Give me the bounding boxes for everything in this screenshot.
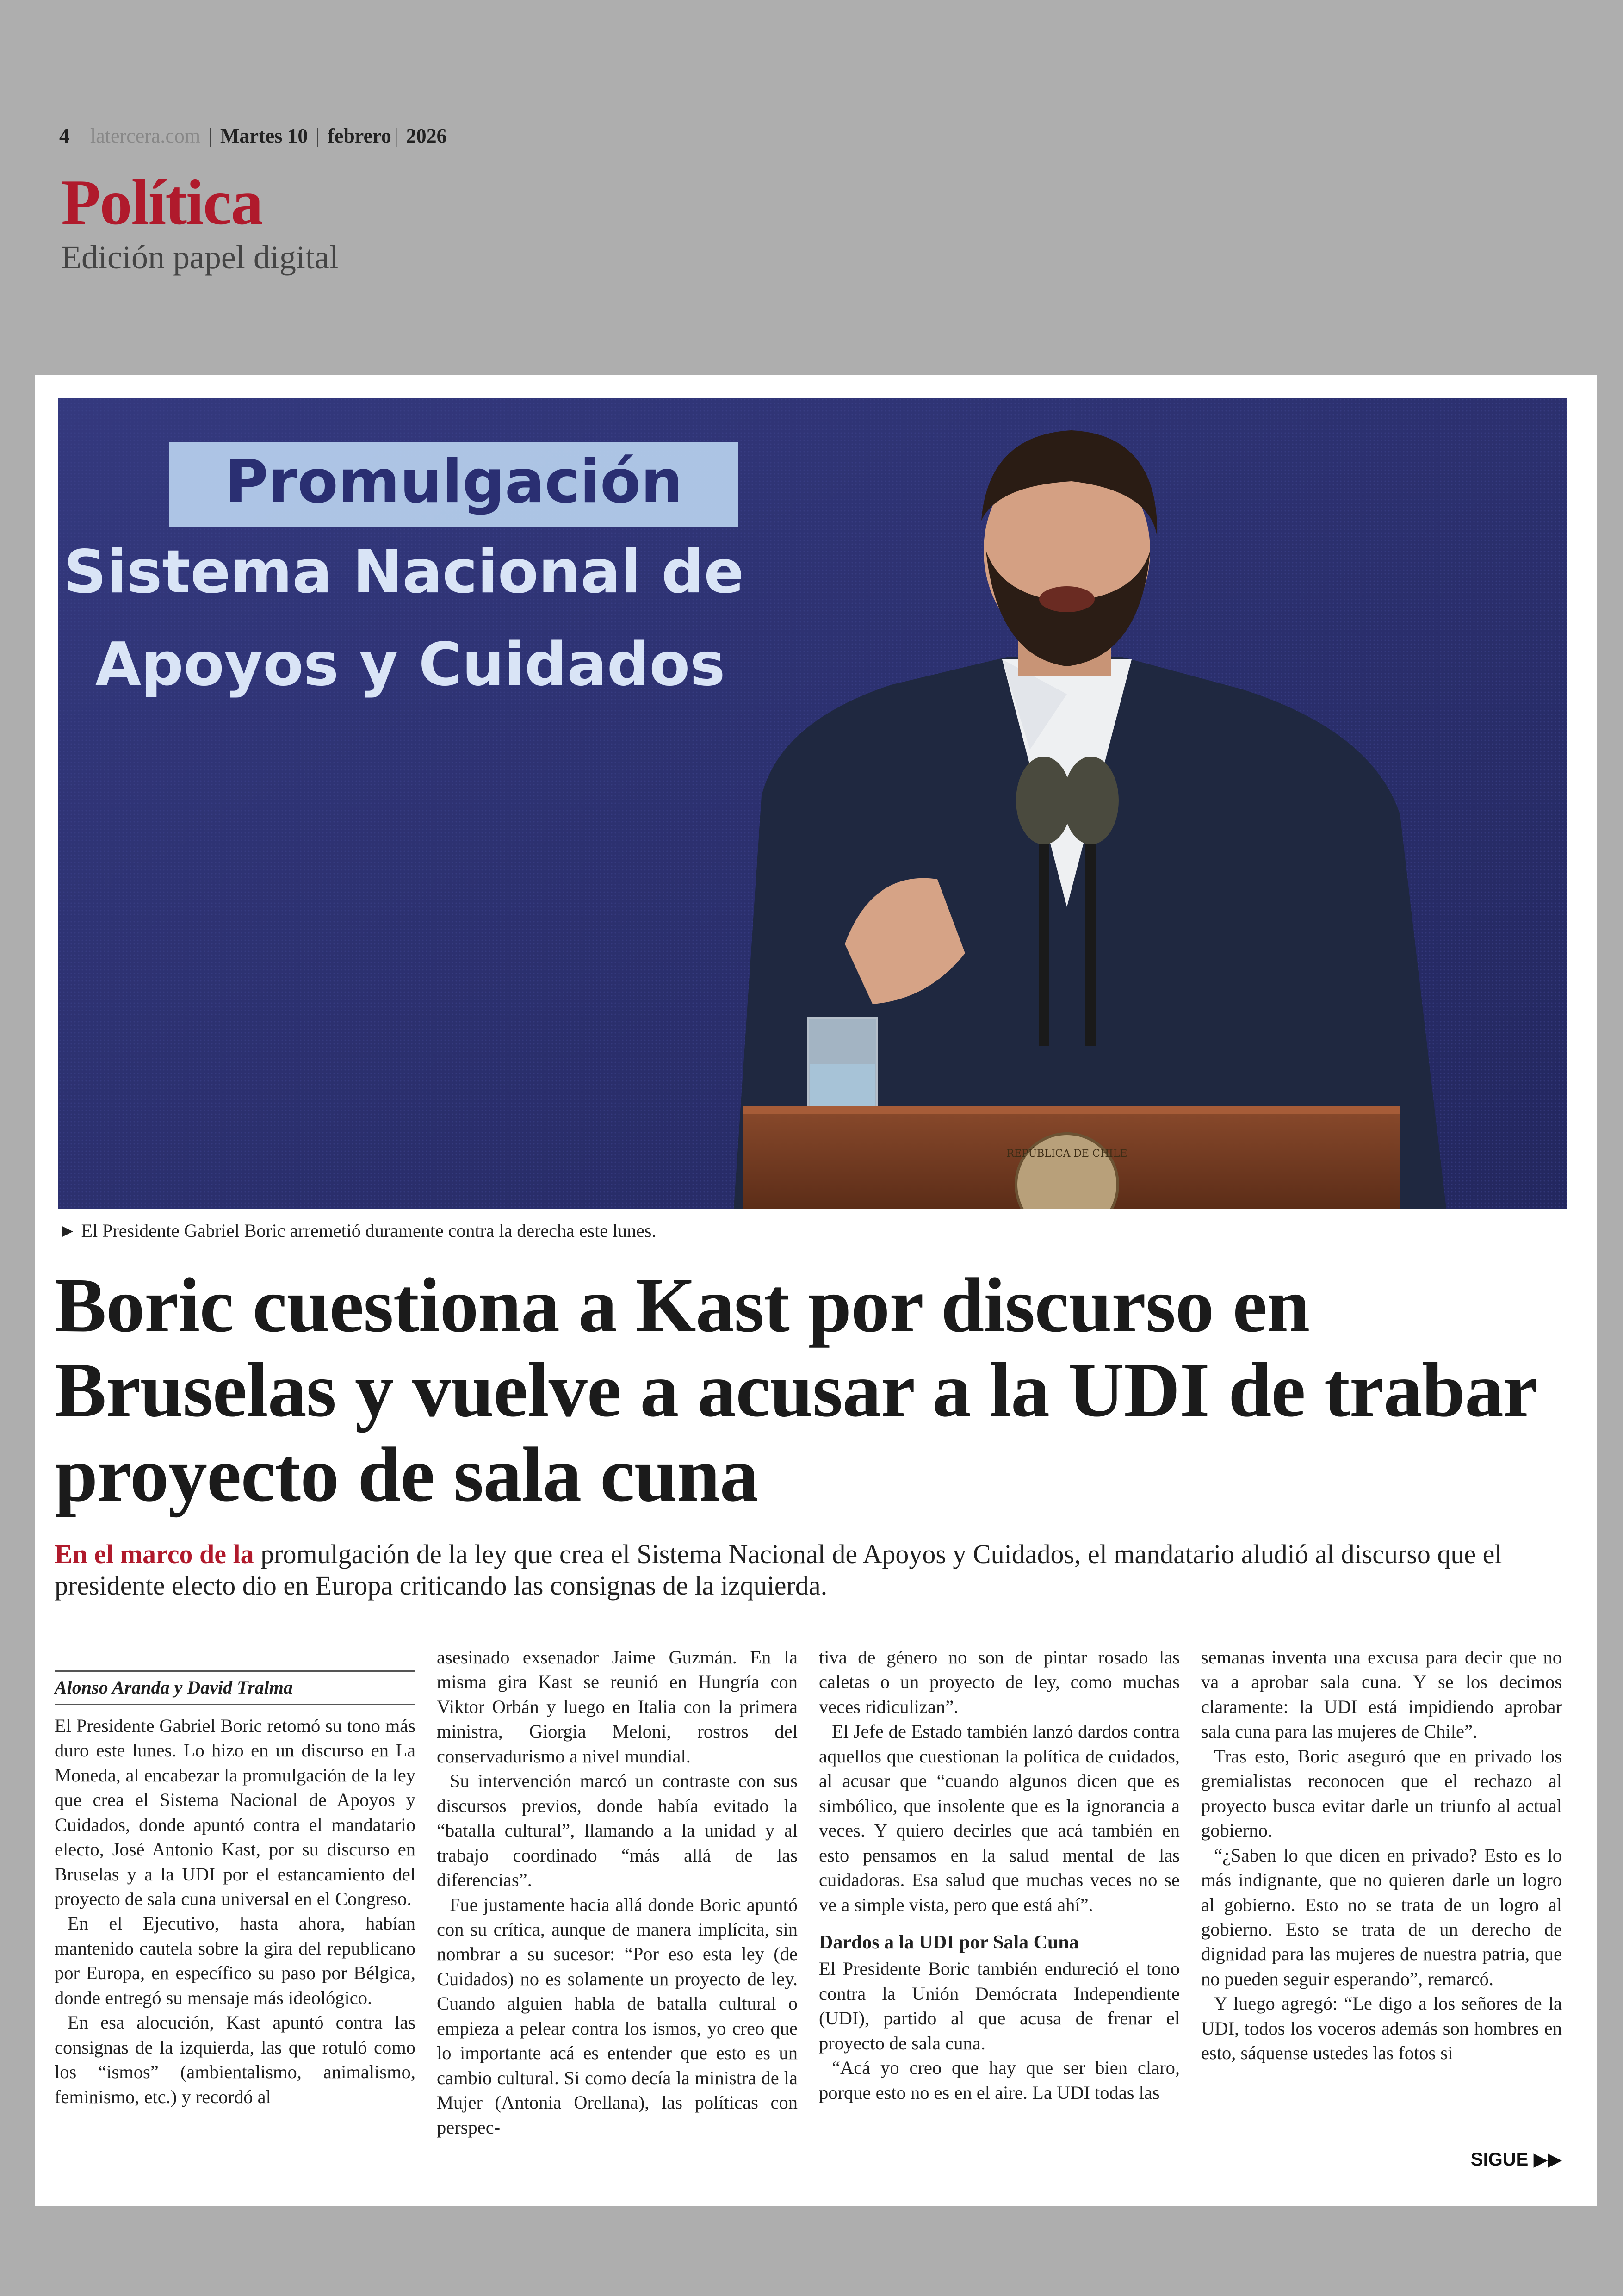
headline: Boric cuestiona a Kast por discurso en Bruselas y vuelve a acusar a la UDI de trabar proyecto de sala cuna — [55, 1262, 1536, 1518]
article-panel — [35, 375, 1597, 2206]
lead-photo — [58, 398, 1567, 1209]
edition-label: Edición papel digital — [61, 239, 339, 276]
paragraph: Fue justamente hacia allá donde Boric apuntó con su crítica, aunque de manera implícita, sin nombrar a su sucesor: “Por eso esta ley (de Cuidados) no es solamente un proyecto de ley. Cuando alguien habla de batalla cultural o empieza a pelear contra los ismos, yo creo que lo importante acá es entender que esto es un cambio cultural. Si como decía la ministra de la Mujer (Antonia Orellana), las políticas con perspec- — [437, 1894, 798, 2138]
screen-line-1: Sistema Nacional de — [64, 538, 744, 607]
seal-text: REPÚBLICA DE CHILE — [1006, 1148, 1127, 1160]
paragraph: asesinado exsenador Jaime Guzmán. En la misma gira Kast se reunió en Hungría con Viktor Orbán y luego en Italia con la primera ministra, Giorgia Meloni, rostros del conservadurismo a nivel mundial. — [437, 1647, 798, 1767]
deck-kicker: En el marco de la — [55, 1539, 254, 1569]
paragraph: semanas inventa una excusa para decir que no va a aprobar sala cuna. Y se los decimos claramente: la UDI está impidiendo aprobar sala cuna para las mujeres de Chile”. — [1201, 1647, 1562, 1742]
podium — [743, 1106, 1400, 1209]
subheading: Dardos a la UDI por Sala Cuna — [819, 1931, 1079, 1953]
paragraph: En esa alocución, Kast apuntó contra las consignas de la izquierda, las que rotuló como los “ismos” (ambientalismo, animalismo, feminismo, etc.) y recordó al — [55, 2012, 415, 2107]
article-column-3 — [819, 1645, 1180, 2105]
date-year: 2026 — [406, 124, 447, 147]
paragraph: tiva de género no son de pintar rosado las caletas o un proyecto de ley, como muchas veces ridiculizan”. — [819, 1647, 1180, 1717]
lead-photo-illustration — [58, 398, 1567, 1209]
section-title: Política — [61, 167, 262, 238]
article-column-1 — [55, 1670, 415, 2109]
date-month: febrero — [328, 124, 391, 147]
page-number: 4 — [59, 124, 69, 147]
paragraph: En el Ejecutivo, hasta ahora, habían mantenido cautela sobre la gira del republicano por Europa, en específico su paso por Bélgica, donde entregó su mensaje más ideológico. — [55, 1913, 415, 2008]
continue-link[interactable]: SIGUE ▶▶ — [1470, 2149, 1562, 2170]
page-header-bar — [59, 124, 447, 148]
water-glass — [808, 1018, 877, 1111]
byline: Alonso Aranda y David Tralma — [55, 1670, 415, 1705]
screen-line-2: Apoyos y Cuidados — [95, 630, 725, 699]
site-name[interactable]: latercera.com — [90, 124, 201, 147]
paragraph: Y luego agregó: “Le digo a los señores de la UDI, todos los voceros además son hombres en esto, sáquense ustedes las fotos si — [1201, 1993, 1562, 2064]
date-day: Martes 10 — [220, 124, 308, 147]
paragraph: “¿Saben lo que dicen en privado? Esto es lo más indignante, que no quieren darle un logro al gobierno. Esto no se trata de un logro al gobierno. Esto se trata de un derecho de dignidad para las mujeres de nuestra patria, que no pueden seguir esperando”, remarcó. — [1201, 1844, 1562, 1989]
paragraph: Su intervención marcó un contraste con sus discursos previos, donde había evitado la “batalla cultural”, llamando a la unidad y al trabajo coordinado “más allá de las diferencias”. — [437, 1770, 798, 1891]
deck-body: promulgación de la ley que crea el Sistema Nacional de Apoyos y Cuidados, el mandatario aludió al discurso que el presidente electo dio en Europa criticando las consignas de la izquierda. — [55, 1539, 1502, 1601]
screen-badge-text: Promulgación — [224, 447, 683, 516]
paragraph: Tras esto, Boric aseguró que en privado los gremialistas reconocen que el rechazo al proyecto busca evitar darle un triunfo al actual gobierno. — [1201, 1745, 1562, 1841]
paragraph: El Presidente Boric también endureció el tono contra la Unión Demócrata Independiente (UDI), partido al que acusa de frenar el proyecto de sala cuna. — [819, 1958, 1180, 2054]
separator: | — [394, 124, 398, 147]
article-column-4 — [1201, 1645, 1562, 2066]
paragraph: El Jefe de Estado también lanzó dardos contra aquellos que cuestionan la política de cuidados, al acusar que “cuando algunos dicen que es simbólico, que insolente que es la ignorancia a veces. Y quiero decirles que acá también en esto pensamos en la salud mental de las cuidadoras. Esa salud que muchas veces no se ve a simple vista, pero que está ahí”. — [819, 1721, 1180, 1915]
deck — [55, 1539, 1577, 1602]
separator: | — [208, 124, 212, 147]
separator: | — [316, 124, 320, 147]
paragraph: “Acá yo creo que hay que ser bien claro, porque esto no es en el aire. La UDI todas las — [819, 2057, 1180, 2103]
article-column-2 — [437, 1645, 798, 2140]
photo-caption: ► El Presidente Gabriel Boric arremetió duramente contra la derecha este lunes. — [58, 1220, 657, 1241]
paragraph: El Presidente Gabriel Boric retomó su tono más duro este lunes. Lo hizo en un discurso en La Moneda, al encabezar la promulgación de la ley que crea el Sistema Nacional de Apoyos y Cuidados, donde apuntó contra el mandatario electo, José Antonio Kast, por su discurso en Bruselas y a la UDI por el estancamiento del proyecto de sala cuna universal en el Congreso. — [55, 1715, 415, 1909]
